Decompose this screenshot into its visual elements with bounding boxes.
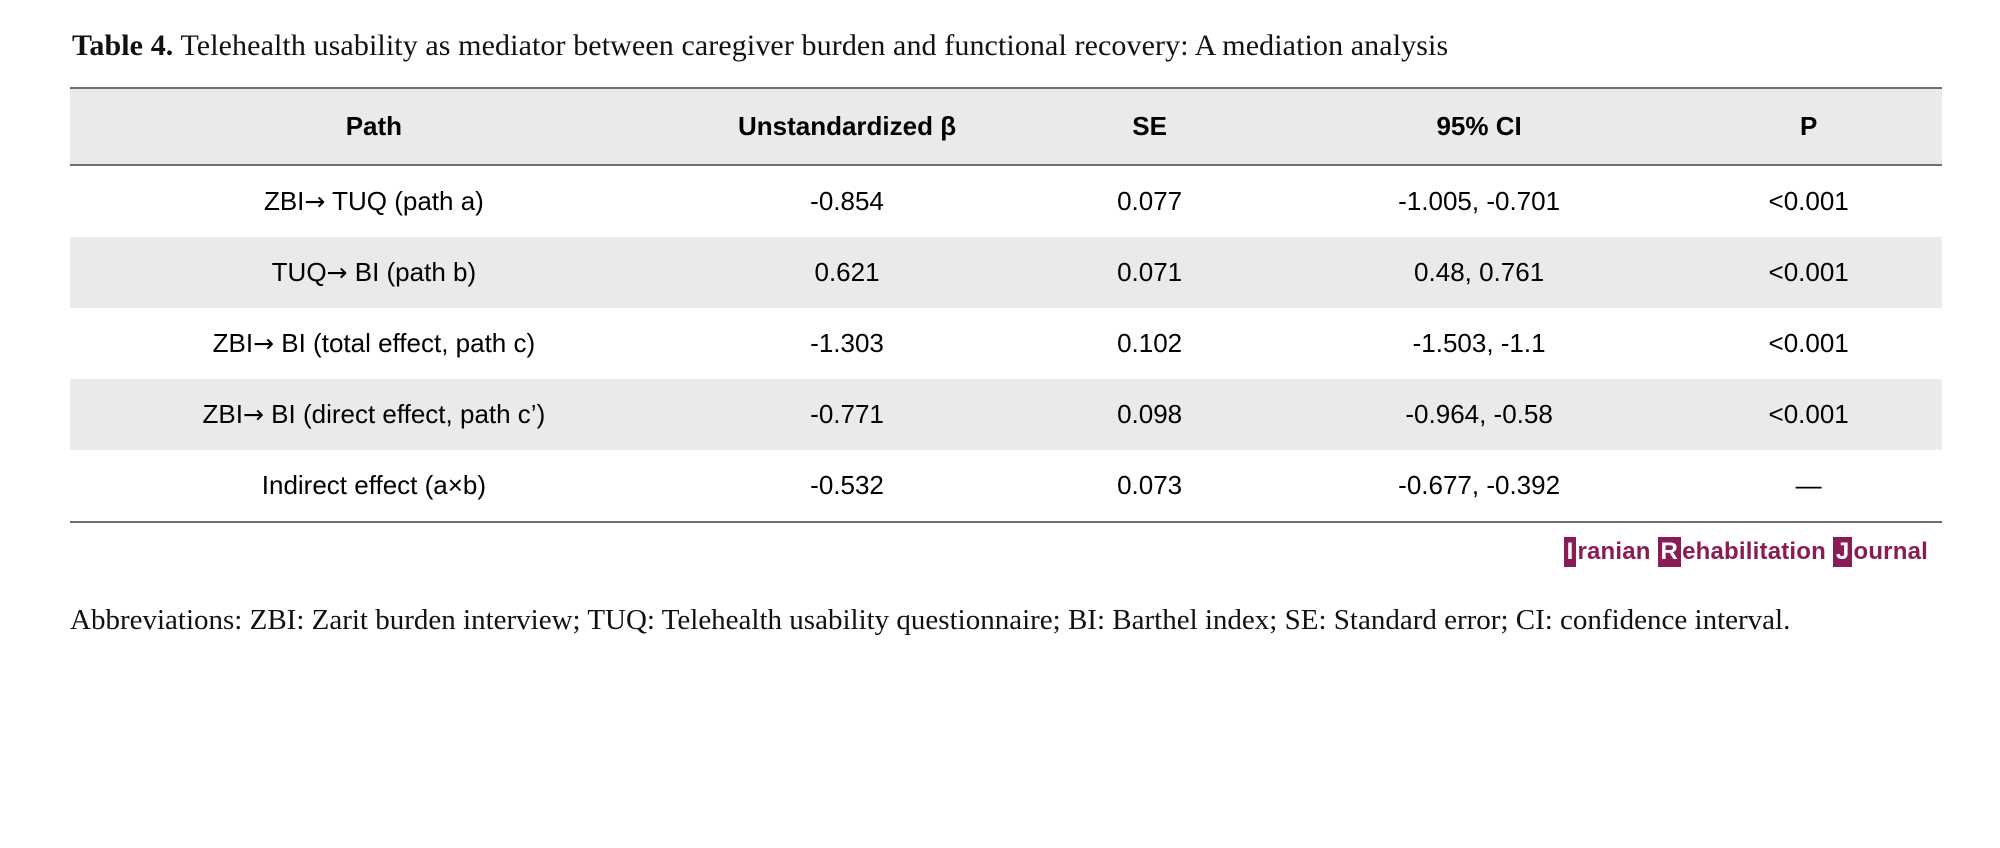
arrow-icon: → [242,400,264,429]
journal-logo-text [1564,537,1928,567]
cell-p: <0.001 [1675,237,1942,308]
arrow-icon: → [253,329,275,358]
cell-se: 0.071 [1016,237,1283,308]
path-target: BI (path b) [347,257,477,287]
path-source: TUQ [271,257,327,287]
arrow-icon: → [304,187,326,216]
cell-beta: -0.532 [678,450,1016,522]
table-caption-text: Telehealth usability as mediator between caregiver burden and functional recovery: A mediation analysis [173,29,1449,62]
cell-path [70,308,678,379]
path-source: ZBI [202,399,243,429]
column-header-unstandardized-beta: Unstandardized β [678,88,1016,165]
path-source: ZBI [212,328,254,358]
column-header-se: SE [1016,88,1283,165]
table-row [70,237,1942,308]
cell-beta: -0.854 [810,186,884,216]
cell-se: 0.077 [1117,186,1183,216]
cell-p: — [1675,450,1942,522]
table-caption [72,26,1930,65]
cell-beta: -1.303 [810,328,884,358]
cell-se: 0.102 [1117,328,1183,358]
table-caption-label: Table 4. [72,29,174,62]
table-row [70,450,1942,522]
journal-initial-i: I [1564,537,1577,567]
cell-beta: -0.771 [678,379,1016,450]
path-target: TUQ (path a) [325,186,484,216]
cell-ci: -1.503, -1.1 [1412,328,1546,358]
journal-logo [70,537,1930,567]
path-target: BI (total effect, path c) [274,328,536,358]
cell-ci: -0.677, -0.392 [1283,450,1675,522]
journal-word-journal: ournal [1853,538,1928,565]
table-body [70,165,1942,522]
table-header [70,88,1942,165]
table-row [70,165,1942,237]
journal-initial-r: R [1658,537,1682,567]
path-source: ZBI [263,186,305,216]
cell-path [70,379,678,450]
path-source: Indirect effect (a×b) [261,470,487,500]
cell-se: 0.098 [1016,379,1283,450]
cell-p: <0.001 [1675,379,1942,450]
cell-se: 0.073 [1016,450,1283,522]
journal-initial-j: J [1833,537,1853,567]
table-footnote: Abbreviations: ZBI: Zarit burden interview; TUQ: Telehealth usability questionnaire; BI: Barthel index; SE: Standard error; CI: confidence interval. [70,604,1791,636]
column-header-ci: 95% CI [1283,88,1675,165]
cell-p: <0.001 [1768,186,1849,216]
cell-ci: 0.48, 0.761 [1283,237,1675,308]
journal-word-rehabilitation: ehabilitation [1682,538,1833,565]
journal-word-iranian: ranian [1577,538,1658,565]
column-header-path: Path [70,88,678,165]
path-target: BI (direct effect, path c’) [263,399,546,429]
table-header-row [70,88,1942,165]
cell-path [70,165,678,237]
table-row [70,379,1942,450]
cell-path [70,237,678,308]
column-header-p: P [1675,88,1942,165]
cell-ci: -1.005, -0.701 [1398,186,1561,216]
cell-ci: -0.964, -0.58 [1283,379,1675,450]
cell-path [70,450,678,522]
arrow-icon: → [326,258,348,287]
table-row [70,308,1942,379]
mediation-analysis-table [70,87,1942,523]
cell-p: <0.001 [1768,328,1849,358]
cell-beta: 0.621 [678,237,1016,308]
